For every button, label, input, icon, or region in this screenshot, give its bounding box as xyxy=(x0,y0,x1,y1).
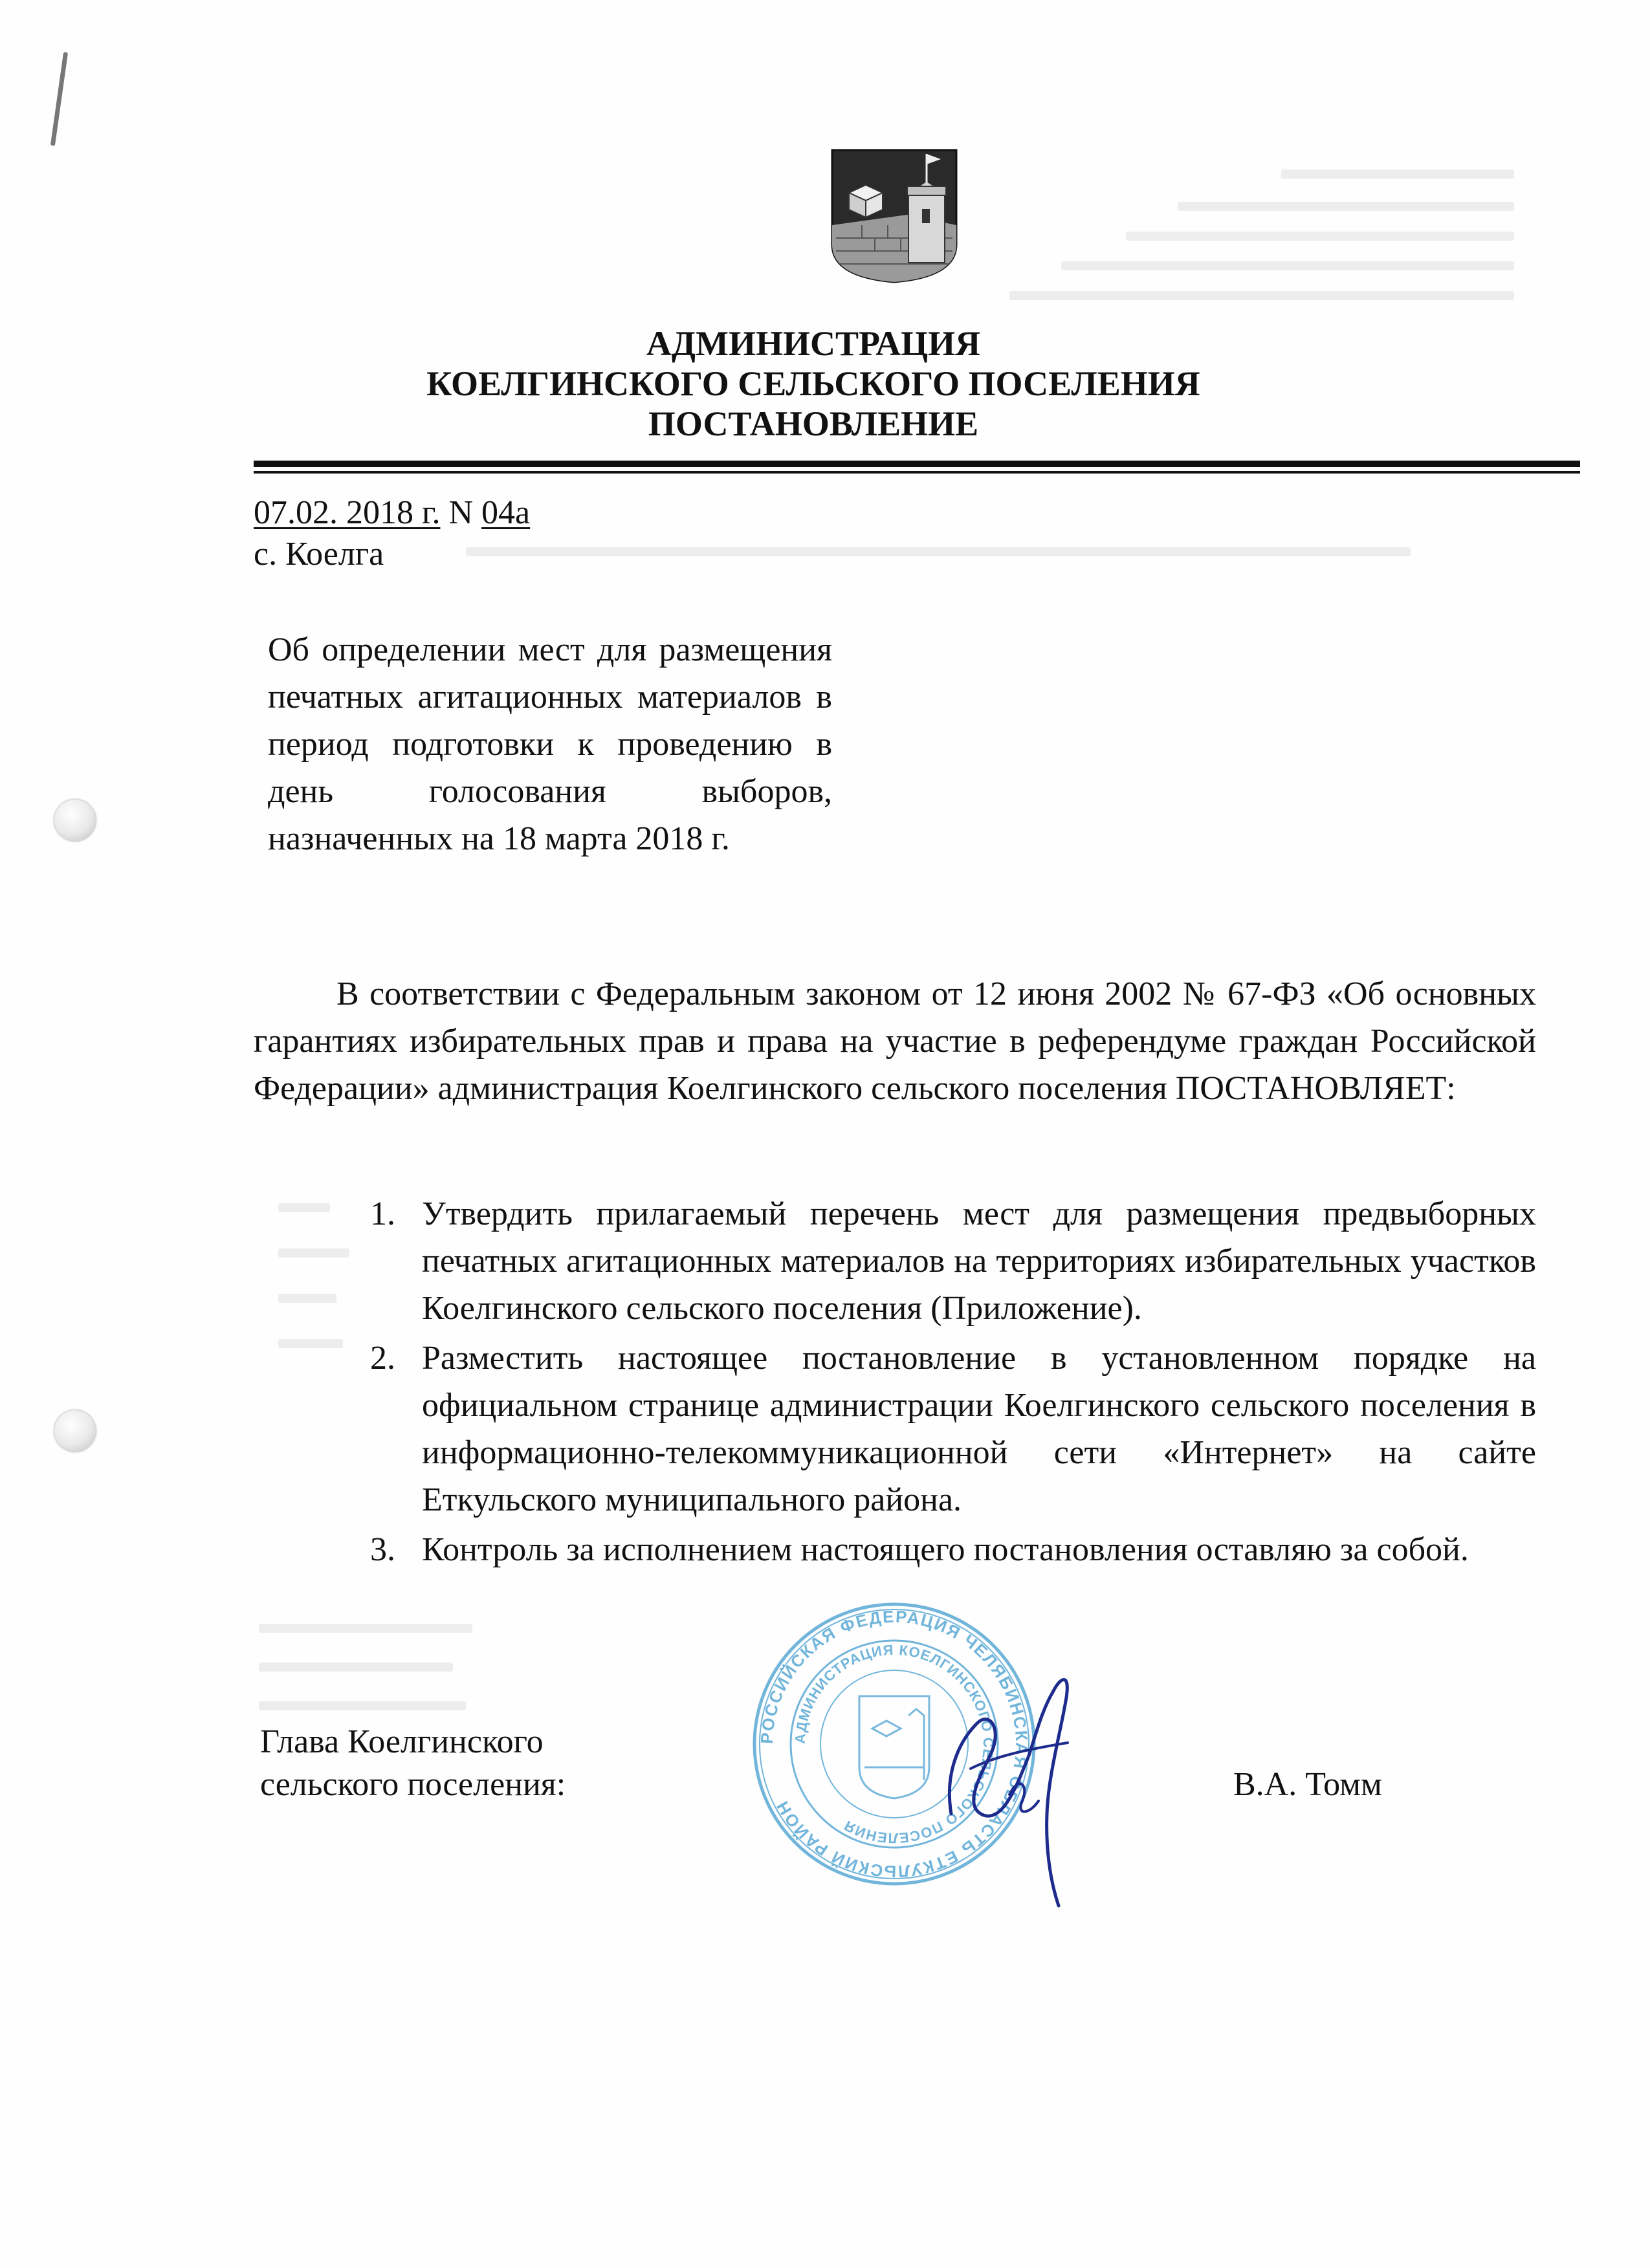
header-line: АДМИНИСТРАЦИЯ xyxy=(646,324,981,363)
item-text: Утвердить прилагаемый перечень мест для размещения предвыборных печатных агитационных материалов на территориях избирательных участков Коелгинского сельского поселения (Приложение). xyxy=(422,1195,1536,1327)
document-type: ПОСТАНОВЛЕНИЕ xyxy=(648,404,979,443)
stamp-inner-text: АДМИНИСТРАЦИЯ КОЕЛГИНСКОГО СЕЛЬСКОГО ПОСЕЛЕНИЯ xyxy=(791,1641,997,1847)
header-rule xyxy=(254,461,1580,467)
decree-items xyxy=(370,1190,1536,1576)
item-number: 2. xyxy=(370,1340,395,1377)
decree-date: 07.02. 2018 г. xyxy=(254,494,441,531)
show-through-mark xyxy=(1126,232,1514,241)
coat-of-arms-icon xyxy=(830,147,959,285)
show-through-mark xyxy=(259,1624,472,1633)
decree-place: с. Коелга xyxy=(254,536,384,572)
signatory-title-line: Глава Коелгинского xyxy=(260,1723,544,1760)
decree-subject: Об определении мест для размещения печатных агитационных материалов в период подготовки к проведению в день голосования выборов, назначенных на 18 марта 2018 г. xyxy=(268,631,832,857)
item-text: Разместить настоящее постановление в установленном порядке на официальном странице администрации Коелгинского сельского поселения в информационно-телекоммуникационной сети «Интернет» на сайте Еткульского муниципального района. xyxy=(422,1340,1536,1518)
handwritten-signature xyxy=(932,1646,1087,1911)
decree-number: 04а xyxy=(481,494,531,531)
preamble-paragraph: В соответствии с Федеральным законом от 12 июня 2002 № 67-ФЗ «Об основных гарантиях избирательных прав и права на участие в референдуме граждан Российской Федерации» администрация Коелгинского сельского поселения ПОСТАНОВЛЯЕТ: xyxy=(254,976,1536,1107)
show-through-mark xyxy=(278,1294,336,1303)
item-text: Контроль за исполнением настоящего постановления оставляю за собой. xyxy=(422,1531,1469,1568)
show-through-mark xyxy=(278,1248,349,1258)
header-rule xyxy=(254,471,1580,474)
decree-number-prefix: N xyxy=(448,494,474,531)
document-header xyxy=(251,323,1376,444)
show-through-mark xyxy=(278,1339,343,1348)
show-through-mark xyxy=(1281,169,1514,179)
signatory-title xyxy=(260,1721,566,1806)
list-item xyxy=(370,1335,1536,1523)
show-through-mark xyxy=(259,1701,466,1710)
signatory-name: В.А. Томм xyxy=(1233,1766,1382,1803)
list-item xyxy=(370,1526,1536,1573)
show-through-mark xyxy=(1009,291,1514,300)
item-number: 1. xyxy=(370,1195,395,1232)
show-through-mark xyxy=(278,1203,330,1212)
scan-scratch-mark xyxy=(50,52,68,146)
list-item xyxy=(370,1190,1536,1332)
decree-date-number xyxy=(254,493,530,533)
show-through-mark xyxy=(1178,202,1514,211)
header-line: КОЕЛГИНСКОГО СЕЛЬСКОГО ПОСЕЛЕНИЯ xyxy=(426,364,1200,403)
stamp-outer-text: РОССИЙСКАЯ ФЕДЕРАЦИЯ ЧЕЛЯБИНСКАЯ ОБЛАСТЬ ЕТКУЛЬСКИЙ РАЙОН xyxy=(756,1606,1032,1882)
punch-hole xyxy=(54,800,96,841)
item-number: 3. xyxy=(370,1531,395,1568)
punch-hole xyxy=(54,1410,96,1452)
show-through-mark xyxy=(1061,261,1514,270)
signatory-title-line: сельского поселения: xyxy=(260,1766,566,1803)
show-through-mark xyxy=(466,547,1411,556)
show-through-mark xyxy=(259,1663,453,1672)
